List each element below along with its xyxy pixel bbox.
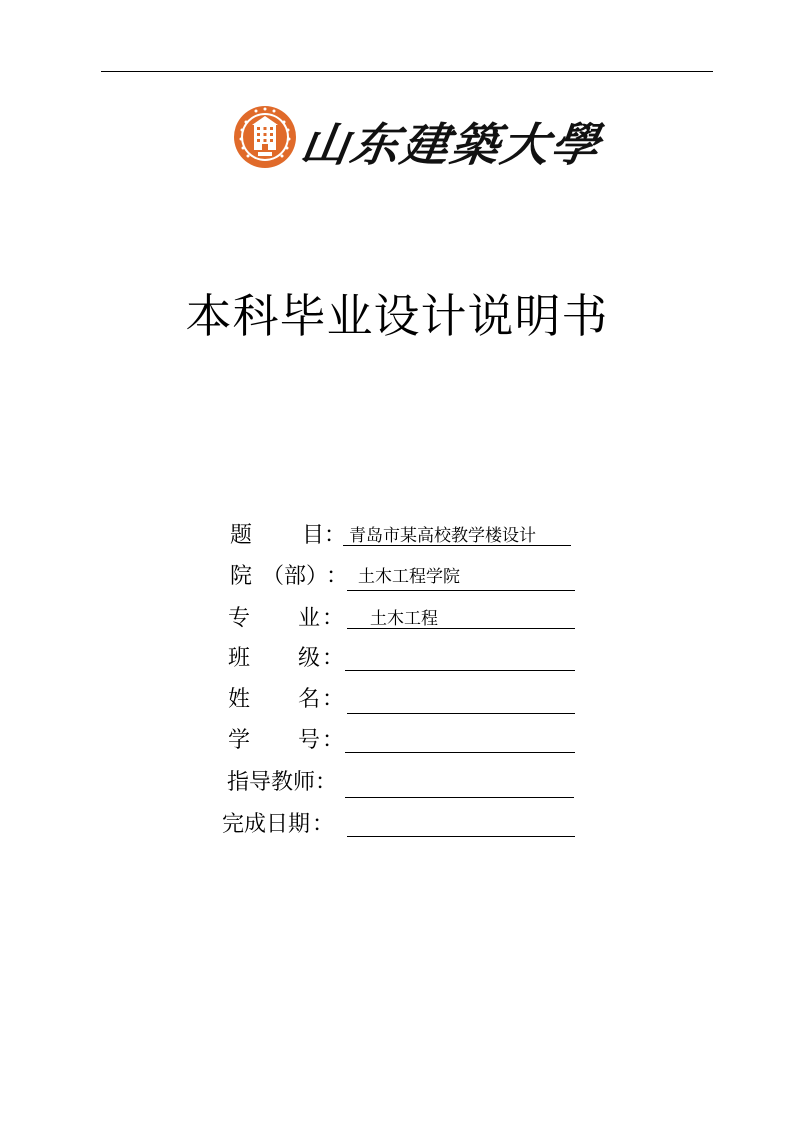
field-label-b: （部） [262,564,329,589]
field-label-b: 号 [298,728,321,753]
field-colon: ： [322,687,345,712]
field-label-a: 姓 [228,687,251,712]
document-title: 本科毕业设计说明书 [185,289,609,343]
field-underline [345,797,574,798]
field-label-full: 完成日期 [222,812,311,837]
field-label-a: 班 [228,646,251,671]
field-colon: ： [322,606,345,631]
field-value-major[interactable]: 土木工程 [370,609,438,629]
field-class [0,644,794,684]
field-label-a: 专 [228,606,251,631]
field-label-b: 名 [298,687,321,712]
field-student-id [0,726,794,766]
field-colon: ： [322,646,345,671]
field-underline [347,628,575,629]
field-underline [345,752,575,753]
field-date [0,810,794,850]
header-rule [101,71,713,72]
field-major [0,604,794,644]
field-label-a: 学 [228,728,251,753]
field-label-b: 业 [298,606,321,631]
field-underline [347,590,575,591]
field-underline [347,836,575,837]
field-label-a: 题 [230,523,253,548]
field-label-b: 目 [302,523,325,548]
university-logo [232,102,605,172]
field-colon: ： [315,770,338,795]
field-underline [343,545,571,546]
field-colon: ： [326,564,349,589]
field-value-title[interactable]: 青岛市某高校教学楼设计 [349,526,536,546]
field-colon: ： [322,728,345,753]
university-seal-icon [232,104,298,170]
university-name: 山东建築大學 [297,118,605,172]
field-value-college[interactable]: 土木工程学院 [358,567,460,587]
field-label-full: 指导教师 [227,770,316,795]
field-label-a: 院 [230,564,253,589]
field-title [0,521,794,561]
field-colon: ： [312,812,335,837]
field-name [0,685,794,725]
field-label-b: 级 [298,646,321,671]
field-advisor [0,768,794,808]
field-colon: ： [324,523,347,548]
field-underline [347,713,575,714]
field-college [0,562,794,602]
field-underline [345,670,575,671]
